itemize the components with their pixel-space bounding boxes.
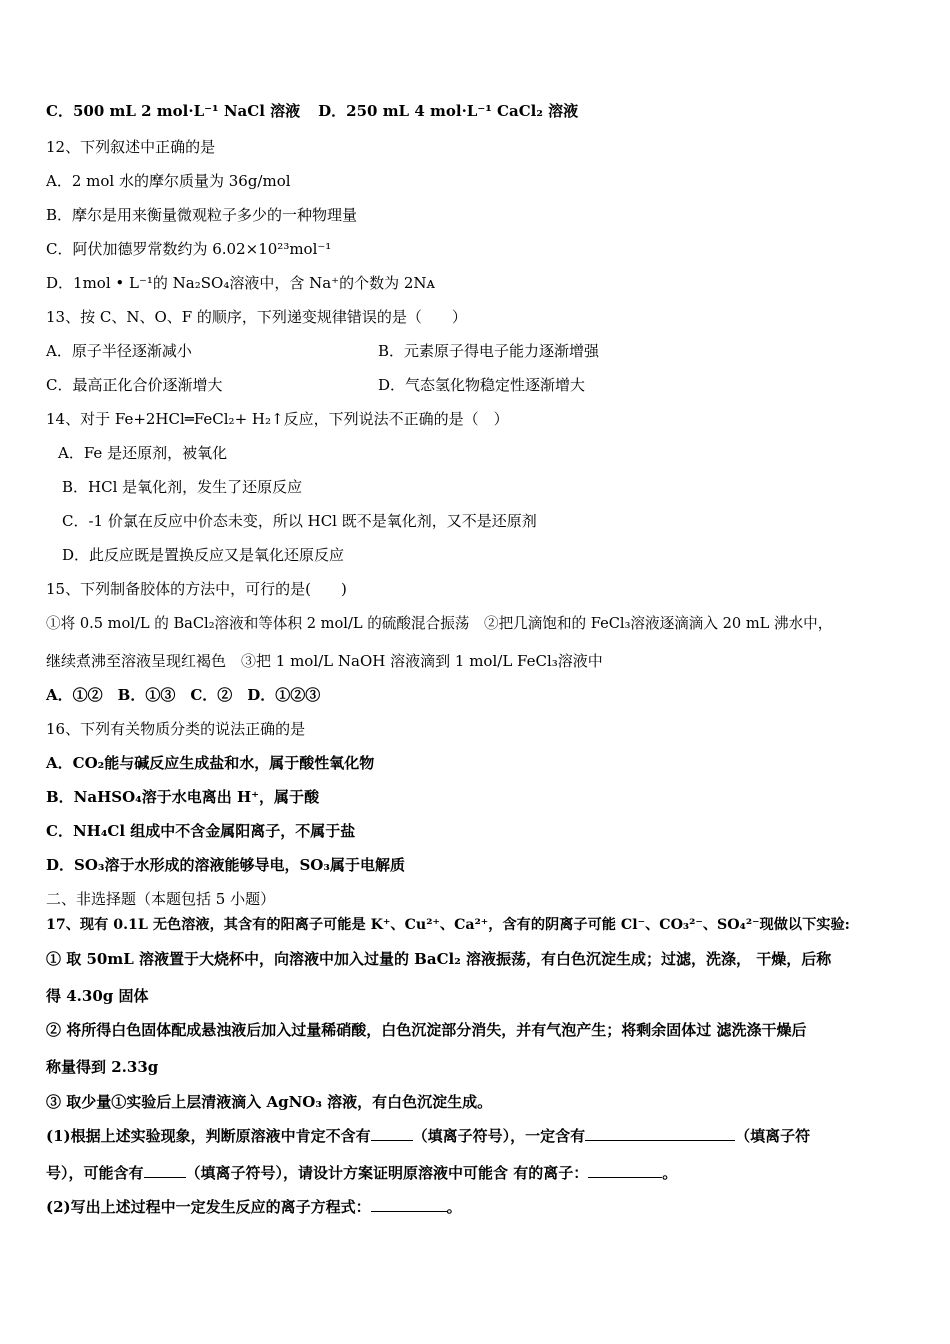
q11-options-line	[46, 100, 578, 122]
q12-stem: 12、下列叙述中正确的是	[46, 138, 216, 156]
q17-sub2-text-1: (2)写出上述过程中一定发生反应的离子方程式：	[46, 1198, 371, 1216]
q11-option-d-text: 250 mL 4 mol·L⁻¹ CaCl₂ 溶液	[346, 102, 579, 120]
q17-step3: ③ 取少量①实验后上层清液滴入 AgNO₃ 溶液，有白色沉淀生成。	[46, 1093, 493, 1111]
q17-sub1-text-2: （填离子符号），一定含有	[412, 1127, 586, 1145]
q11-option-d-label: D．	[318, 102, 347, 120]
q16-option-d: D．SO₃溶于水形成的溶液能够导电，SO₃属于电解质	[46, 856, 405, 874]
answer-blank-possible-ions[interactable]	[144, 1163, 186, 1178]
q15-methods-line2: 继续煮沸至溶液呈现红褐色 ③把 1 mol/L NaOH 溶液滴到 1 mol/L FeCl₃溶液中	[46, 652, 603, 670]
q17-sub1-line2	[46, 1162, 677, 1184]
q17-sub2-text-2: 。	[446, 1198, 462, 1216]
q14-option-c: C．-1 价氯在反应中价态未变，所以 HCl 既不是氧化剂，又不是还原剂	[62, 512, 537, 530]
q12-option-c: C．阿伏加德罗常数约为 6.02×10²³mol⁻¹	[46, 240, 332, 258]
answer-blank-ionic-equations[interactable]	[371, 1197, 447, 1212]
q13-option-b: B．元素原子得电子能力逐渐增强	[378, 342, 600, 360]
answer-blank-absent-ions[interactable]	[371, 1126, 413, 1141]
q17-step2-line1: ② 将所得白色固体配成悬浊液后加入过量稀硝酸，白色沉淀部分消失，并有气泡产生；将剩余固体过 滤洗涤干燥后	[46, 1021, 807, 1039]
q12-option-b: B．摩尔是用来衡量微观粒子多少的一种物理量	[46, 206, 358, 224]
q17-sub1-text-3: （填离子符	[735, 1127, 811, 1145]
q17-sub1-text-1: (1)根据上述实验现象，判断原溶液中肯定不含有	[46, 1127, 371, 1145]
q17-sub1-text-6: 。	[662, 1164, 678, 1182]
q17-sub1-text-4: 号），可能含有	[46, 1164, 144, 1182]
q17-stem: 17、现有 0.1L 无色溶液，其含有的阳离子可能是 K⁺、Cu²⁺、Ca²⁺，含有的阴离子可能 Cl⁻、CO₃²⁻、SO₄²⁻现做以下实验:	[46, 917, 850, 933]
section2-heading: 二、非选择题（本题包括 5 小题）	[46, 890, 276, 908]
q13-option-d: D．气态氢化物稳定性逐渐增大	[378, 376, 586, 394]
q11-option-c-text: 500 mL 2 mol·L⁻¹ NaCl 溶液	[72, 102, 301, 120]
q13-option-c: C．最高正化合价逐渐增大	[46, 376, 223, 394]
q12-option-a: A．2 mol 水的摩尔质量为 36g/mol	[46, 172, 291, 190]
q17-sub1-text-5: （填离子符号），请设计方案证明原溶液中可能含 有的离子：	[185, 1164, 589, 1182]
q16-option-a: A．CO₂能与碱反应生成盐和水，属于酸性氧化物	[46, 754, 375, 772]
q16-stem: 16、下列有关物质分类的说法正确的是	[46, 720, 306, 738]
q17-sub2-line	[46, 1196, 462, 1218]
q17-step2-line2: 称量得到 2.33g	[46, 1058, 159, 1076]
q12-option-d: D．1mol • L⁻¹的 Na₂SO₄溶液中，含 Na⁺的个数为 2Nᴀ	[46, 274, 435, 292]
q13-stem: 13、按 C、N、O、F 的顺序，下列递变规律错误的是（ ）	[46, 308, 467, 326]
answer-blank-verification-method[interactable]	[588, 1163, 662, 1178]
q17-step1-line2: 得 4.30g 固体	[46, 987, 149, 1005]
q15-options: A．①② B．①③ C．② D．①②③	[46, 686, 321, 704]
q17-step1-line1: ① 取 50mL 溶液置于大烧杯中，向溶液中加入过量的 BaCl₂ 溶液振荡，有白色沉淀生成；过滤，洗涤， 干燥，后称	[46, 950, 832, 968]
q14-stem: 14、对于 Fe+2HCl═FeCl₂+ H₂↑反应，下列说法不正确的是（ ）	[46, 410, 509, 428]
q17-sub1-line1	[46, 1125, 810, 1147]
q14-option-a: A．Fe 是还原剂，被氧化	[58, 444, 228, 462]
q15-stem: 15、下列制备胶体的方法中，可行的是( )	[46, 580, 347, 598]
q14-option-d: D．此反应既是置换反应又是氧化还原反应	[62, 546, 345, 564]
q16-option-c: C．NH₄Cl 组成中不含金属阳离子，不属于盐	[46, 822, 356, 840]
q11-option-c-label: C．	[46, 102, 73, 120]
q16-option-b: B．NaHSO₄溶于水电离出 H⁺，属于酸	[46, 788, 320, 806]
q15-methods-line1: ①将 0.5 mol/L 的 BaCl₂溶液和等体积 2 mol/L 的硫酸混合振荡 ②把几滴饱和的 FeCl₃溶液逐滴滴入 20 mL 沸水中，	[46, 615, 833, 632]
q14-option-b: B．HCl 是氧化剂，发生了还原反应	[62, 478, 303, 496]
q13-option-a: A．原子半径逐渐减小	[46, 342, 192, 360]
answer-blank-present-ions[interactable]	[585, 1126, 735, 1141]
